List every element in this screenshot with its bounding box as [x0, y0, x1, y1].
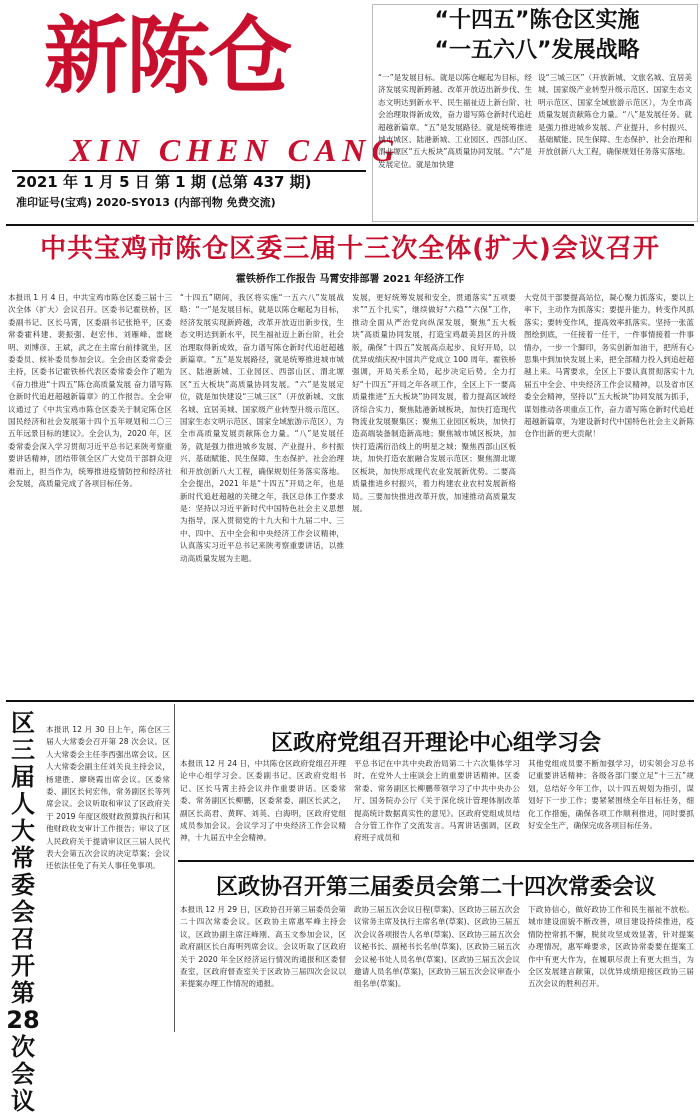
masthead-logo-english: XIN CHEN CANG — [70, 132, 401, 168]
article-3-column-2: 政协三届五次会议日程(草案)、区政协三届五次会议常务主席及执行主席名单(草案)、区政协三届五次会议各项报告人名单(草案)、区政协三届五次会议秘书长、副秘书长名单(草案)、区政协三届五次会议秘书处人员名单(草案)、区政协三届五次会议邀请人员名单(草案)，区政协三届五次会议审查小组名单(草案)。 — [354, 905, 520, 989]
issue-permit-number: 准印证号(宝鸡) 2020-SY013 (内部刊物 免费交流) — [16, 196, 276, 209]
top-right-headline-line-2: “一五六八”发展战略 — [434, 38, 640, 63]
top-right-headline-line-1: “十四五”陈仓区实施 — [434, 8, 640, 33]
top-right-column-left: “一”是发展目标。就是以陈仓崛起为目标，经济发展实现新跨越、改革开放迈出新步伐、生态文明达到新水平、民生福祉迈上新台阶、社会治理取得新成效，奋力谱写陈仓新时代追赶超越新篇章。“五”是发展路径。就是统筹推进城市城区、陆港新城、工业园区、西部山区、渭北塬区“五大板块”高质量协同发展。“六”是发展定位。就是加快建 — [378, 73, 532, 169]
article-3-headline: 区政协召开第三届委员会第二十四次常委会议 — [215, 875, 656, 900]
column-separator — [174, 704, 175, 1032]
issue-dateline: 2021 年 1 月 5 日 第 1 期 (总第 437 期) — [16, 173, 312, 191]
vertical-headline: 区三届人大常委会召开第28次会议 — [6, 709, 40, 1115]
top-right-headline — [378, 6, 696, 66]
masthead-logo: 新陈仓 — [44, 6, 291, 105]
article-3-column-1: 本报讯 12 月 29 日，区政协召开第三届委员会第二十四次常委会议。区政协主席惠军峰主持会议，区政协副主席汪峰刚、高玉文参加会议，区政府副区长白海明列席会议。会议听取了区政府关于 2020 年全区经济运行情况的通报和区委督查室，区政府督查室关于区政协三届四次会议以来提案办理工作情况的通报。 — [180, 905, 346, 989]
main-article-column-4: 大党员干部要提高站位，凝心聚力抓落实，要以上率下，主动作为抓落实；要提升能力，转变作风抓落实；要转变作风，提高效率抓落实。坚持一张蓝图绘到底，一任接着一任干，一件事情接着一件事情办，一步一个脚印，务实创新加油干，把所有心思集中到加快发展上来，把全部精力投入到追赶超越上来。马霄要求，全区上下要认真贯彻落实十九届五中全会、中央经济工作会议精神，以及省市区委全会精神，坚持以“五大板块”协同发展为抓手，谋划推动各项重点工作，奋力谱写陈仓新时代追赶超越新篇章，为建设新时代中国特色社会主义新陈仓作出新的更大贡献！ — [524, 293, 694, 439]
article-3-column-3: 下政协信心，做好政协工作和民生福祉不放松。城市建设面貌不断改善，项目建设持续推进，疫情防控常抓不懈，脱贫攻坚成效显著，针对提案办理情况，惠军峰要求，区政协常委要在提案工作中有更大作为，在履职尽责上有更大担当，为全区发展建言献策，以优异成绩迎接区政协三届五次会议的胜利召开。 — [528, 905, 694, 989]
main-article-top-rule — [6, 224, 694, 226]
main-article-headline: 中共宝鸡市陈仓区委三届十三次全体(扩大)会议召开 — [40, 234, 660, 264]
article-2-column-1: 本报讯 12 月 24 日，中共陈仓区政府党组召开理论中心组学习会。区委副书记、区政府党组书记、区长马霄主持会议并作重要讲话。区委常委、常务副区长柳鹏，区委常委、副区长武之，副区长高君、黄晖、刘英、白海明，区政府党组成员参加会议。会议学习了中央经济工作会议精神，十九届五中全会精神。 — [180, 759, 346, 843]
article-3-top-rule — [178, 860, 694, 862]
article-2-column-3: 其他党组成员要不断加强学习，切实领会习总书记重要讲话精神；各级各部门要立足“十三五”规划，总结好今年工作，以十四五规划为指引，谋划好下一步工作；要紧紧围绕全年目标任务，细化工作措施，确保各项工作顺利推进，同时要抓好安全生产，确保完成各项目标任务。 — [528, 759, 694, 831]
article-2-headline: 区政府党组召开理论中心组学习会 — [270, 731, 601, 756]
top-right-column-right: 设“三城三区”（开放新城、文旅名城、宜居美城、国家级产业转型升级示范区、国家生态文明示范区、国家全域旅游示范区），为全市高质量发展贡献陈仓力量。“八”是发展任务。就是强力推进城乡发展、产业提升、乡村振兴、基础赋能、民生保障、生态保护、社会治理和开放创新八大工程，确保规划任务落实落地。 — [538, 73, 692, 157]
section-divider — [6, 700, 694, 702]
article-2-column-2: 平总书记在中共中央政治局第二十六次集体学习时、在党外人士座谈会上的重要讲话精神。区委常委、常务副区长柳鹏带领学习了中共中央办公厅、国务院办公厅《关于深化统计管理体制改革提高统计数据真实性的意见》。区政府党组成员结合分管工作作了交流发言。马霄讲话强调，区政府班子成员和 — [354, 759, 520, 843]
main-article-column-1: 本报讯 1 月 4 日，中共宝鸡市陈仓区委三届十三次全体（扩大）会议召开。区委书记霍铁桥，区委副书记、区长马霄，区委副书记张艳平，区委常委霍科建、裴振强、赵宏伟、刘雁峰、雷晓明、刘博彦、王斌，武之在主席台前排就坐，区委委员、候补委员参加会议。全会由区委常委会主持，区委书记霍铁桥代表区委常委会作了题为《奋力推进“十四五”陈仓高质量发展 奋力谱写陈仓新时代追赶超越新篇章》的工作报告。全会审议通过了《中共宝鸡市陈仓区委关于制定陈仓区国民经济和社会发展第十四个五年规划和二〇三五年远景目标的建议》。全会认为，2020 年，区委常委会深入学习贯彻习近平总书记来陕考察重要讲话精神，团结带领全区广大党员干部群众迎难而上，担当作为，统筹推进疫情防控和经济社会发展，高质量完成了各项目标任务。 — [8, 293, 172, 489]
main-article-subhead: 霍铁桥作工作报告 马霄安排部署 2021 年经济工作 — [235, 274, 465, 285]
main-article-column-3: 发展，更好统筹发展和安全，贯通落实“五项要求”“五个扎实”，继续做好“六稳”“六保”工作，推动全面从严治党向纵深发展，聚焦“五大板块”高质量协同发展，打造宝鸡最美县区的升级版，确保“十四五”发展高点起步、良好开局，以优异成绩庆祝中国共产党成立 100 周年。霍铁桥强调，开局关系全局，起步决定后势。全力打好“十四五”开局之年各项工作，全区上下一要高质量推进“五大板块”协同发展，着力提高区域经济综合实力，聚焦陆港新城板块，加快打造现代物流业发展聚集区；聚焦工业园区板块，加快打造高端装备制造新高地；聚焦城市城区板块，加快打造满衍沿线上的明星之城；聚焦西部山区板块，加快打造农旅融合发展示范区；聚焦渭北塬区板块，加快形成现代农业发展新优势。二要高质量推进乡村振兴，着力构建农业农村发展新格局。三要加快推进改革开放，加速推动高质量发展。 — [352, 293, 516, 513]
main-article-column-2: “十四五”期间，我区将实施“一五六八”发展战略：“一”是发展目标，就是以陈仓崛起为目标，经济发展实现新跨越，改革开放迈出新步伐，生态文明达到新水平，民生福祉迈上新台阶，社会治理取得新成效，奋力谱写陈仓新时代追赶超越新篇章。“五”是发展路径，就是统筹推进城市城区、陆港新城、工业园区、西部山区、渭北塬区“五大板块”高质量协同发展。“六”是发展定位，就是加快建设“三城三区”（开放新城、文旅名城、宜居美城、国家级产业转型升级示范区、国家生态文明示范区、国家全域旅游示范区），为全市高质量发展贡献陈仓力量。“八”是发展任务，就是强力推进城乡发展、产业提升、乡村振兴、基础赋能、民生保障、生态保护、社会治理和开放创新八大工程，确保规划任务落实落地。全会提出，2021 年是“十四五”开局之年，也是新时代追赶超越的关键之年，我区总体工作要求是：坚持以习近平新时代中国特色社会主义思想为指导，深入贯彻党的十九大和十九届二中、三中、四中、五中全会和中央经济工作会议精神，认真落实习近平总书记来陕考察重要讲话，以推动高质量发展为主题。 — [180, 293, 344, 563]
vertical-article-body: 本报讯 12 月 30 日上午，陈仓区三届人大常委会召开第 28 次会议。区人大常委会主任李西强出席会议。区人大常委会副主任刘关良主持会议，杨建胜、廖晓霞出席会议。区委常委、副区长何宏伟，常务副区长等列席会议。会议听取和审议了区政府关于 2019 年度区级财政预算执行和其他财政收支审计工作报告；审议了区人民政府关于提请审议区三届人民代表大会第五次会议的决定草案；会议还依法任免了有关人事任免事项。 — [46, 725, 170, 871]
